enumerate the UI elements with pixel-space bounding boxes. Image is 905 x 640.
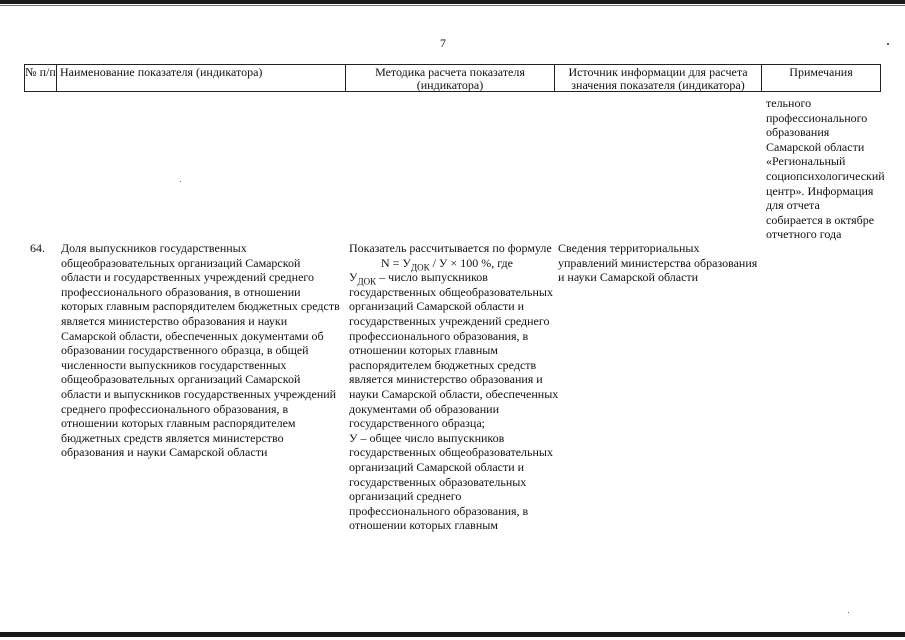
top-border-line: [0, 0, 905, 4]
scan-speck: [887, 43, 889, 45]
variable-2: У – общее число выпускников государственных общеобразовательных организаций Самарской области и государственных образовательных организаций среднего профессионального образования, в отношении которых главным: [349, 430, 553, 533]
header-method: Методика расчета показателя (индикатора): [345, 64, 555, 92]
page-number: 7: [440, 36, 446, 50]
header-source: Источник информации для расчета значения показателя (индикатора): [554, 64, 762, 92]
method-intro: Показатель рассчитывается по формуле: [349, 241, 552, 255]
header-num: № п/п: [24, 64, 57, 92]
header-name: Наименование показателя (индикатора): [56, 64, 346, 92]
continued-notes: тельного профессионального образования Самарской области «Региональный социопсихологический центр». Информация для отчета собирается в октябре отчетного года: [766, 96, 885, 242]
scan-speck: [180, 181, 181, 182]
header-notes: Примечания: [761, 64, 881, 92]
indicator-name: Доля выпускников государственных общеобразовательных организаций Самарской области и государственных учреждений среднего профессионального образования, в отношении которых главным распорядителем бюджетных средств является министерство образования и науки Самарской области, обеспеченных документами об образовании государственного образца, в общей численности выпускников государственных общеобразовательных организаций Самарской области и выпускников государственных учреждений среднего профессионального образования, в отношении которых главным распорядителем бюджетных средств является министерство образования и науки Самарской области: [61, 241, 340, 460]
row-number: 64.: [30, 241, 45, 255]
calculation-method: [349, 241, 561, 533]
variable-1: $У_{ДОК}$ – число выпускников государственных общеобразовательных организаций Самарской области и государственных учреждений среднего профессионального образования, в отношении которых главным распорядителем бюджетных средств является министерство образования и науки Самарской области, обеспеченных документами об образовании государственного образца;: [349, 270, 559, 431]
top-border-thin-line: [0, 5, 905, 6]
formula: $N = У_{ДОК} / У \times 100$ %, где: [381, 255, 513, 272]
scan-speck: [848, 612, 849, 613]
bottom-border-line: [0, 632, 905, 637]
information-source: Сведения территориальных управлений министерства образования и науки Самарской области: [558, 241, 758, 285]
